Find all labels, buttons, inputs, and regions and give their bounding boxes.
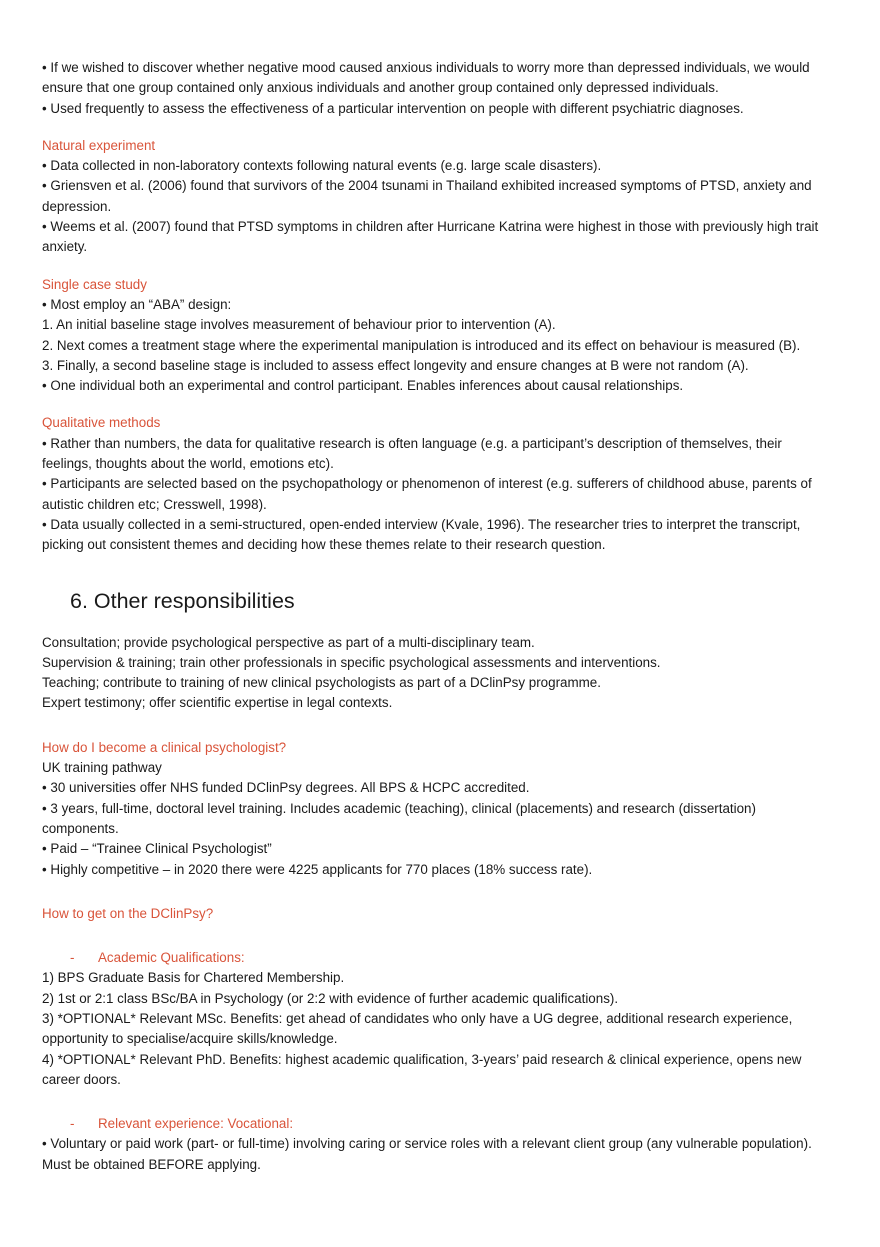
spacer (42, 258, 826, 275)
section-natural-experiment (42, 136, 826, 258)
heading-natural-experiment: Natural experiment (42, 137, 156, 153)
become-bullet-2: • 3 years, full-time, doctoral level training. Includes academic (teaching), clinical (placements) and research (dissertation) components. (42, 800, 756, 836)
spacer (42, 924, 826, 948)
academic-item-3: 3) *OPTIONAL* Relevant MSc. Benefits: get ahead of candidates who only have a UG degree, additional research experience, opportunity to specialise/acquire skills/knowledge. (42, 1010, 793, 1047)
heading-qualitative-methods: Qualitative methods (42, 415, 161, 431)
heading-become-clinical-psychologist: How do I become a clinical psychologist? (42, 739, 287, 755)
vocational-bullet-1: • Voluntary or paid work (part- or full-time) involving caring or service roles with a relevant client group (any vulnerable population). Must be obtained BEFORE applying. (42, 1136, 812, 1172)
section-single-case-study (42, 275, 826, 397)
experimental-bullet-1: • If we wished to discover whether negative mood caused anxious individuals to worry more than depressed individuals, we would ensure that one group contained only anxious individuals and another group contained only depressed individuals. (42, 60, 810, 96)
responsibility-line-3: Teaching; contribute to training of new clinical psychologists as part of a DClinPsy programme. (42, 675, 601, 691)
academic-item-1: 1) BPS Graduate Basis for Chartered Membership. (42, 970, 345, 986)
academic-item-4: 4) *OPTIONAL* Relevant PhD. Benefits: highest academic qualification, 3-years’ paid research & clinical experience, opens new career doors. (42, 1051, 802, 1087)
responsibility-line-1: Consultation; provide psychological perspective as part of a multi-disciplinary team. (42, 634, 535, 650)
relevant-experience-label (42, 1114, 826, 1134)
spacer (42, 1090, 826, 1114)
qualitative-bullet-3: • Data usually collected in a semi-structured, open-ended interview (Kvale, 1996). The researcher tries to interpret the transcript, picking out consistent themes and deciding how these themes relate to their research question. (42, 516, 801, 553)
heading-single-case-study: Single case study (42, 276, 147, 292)
academic-item-2: 2) 1st or 2:1 class BSc/BA in Psychology (or 2:2 with evidence of further academic qualifications). (42, 990, 619, 1006)
qualitative-bullet-2: • Participants are selected based on the psychopathology or phenomenon of interest (e.g. sufferers of childhood abuse, parents of autistic children etc; Cresswell, 1998). (42, 476, 812, 512)
section-experimental-tail (42, 58, 826, 119)
page-title: 6. Other responsibilities (70, 588, 295, 613)
dash-bullet-icon: - (70, 950, 75, 966)
single-case-step-2: 2. Next comes a treatment stage where the experimental manipulation is introduced and its effect on behaviour is measured (B). (42, 337, 801, 353)
natural-experiment-bullet-1: • Data collected in non-laboratory contexts following natural events (e.g. large scale disasters). (42, 158, 602, 174)
spacer (42, 616, 826, 633)
natural-experiment-bullet-3: • Weems et al. (2007) found that PTSD symptoms in children after Hurricane Katrina were highest in those with previously high trait anxiety. (42, 219, 819, 255)
spacer (42, 119, 826, 136)
dash-bullet-icon: - (70, 1116, 75, 1132)
single-case-bullet-2: • One individual both an experimental and control participant. Enables inferences about causal relationships. (42, 378, 684, 394)
section-other-responsibilities (42, 586, 826, 714)
single-case-bullet-1: • Most employ an “ABA” design: (42, 296, 232, 312)
spacer (42, 714, 826, 738)
uk-training-pathway-subheading: UK training pathway (42, 760, 162, 776)
qualitative-bullet-1: • Rather than numbers, the data for qualitative research is often language (e.g. a participant’s description of themselves, their feelings, thoughts about the world, emotions etc). (42, 435, 782, 472)
spacer (42, 880, 826, 904)
academic-qualifications-text: Academic Qualifications: (98, 950, 245, 966)
academic-qualifications-label (42, 948, 826, 968)
become-bullet-3: • Paid – “Trainee Clinical Psychologist” (42, 841, 272, 857)
responsibility-line-2: Supervision & training; train other professionals in specific psychological assessments and interventions. (42, 654, 661, 670)
heading-get-on-dclinpsy: How to get on the DClinPsy? (42, 905, 214, 921)
single-case-step-3: 3. Finally, a second baseline stage is included to assess effect longevity and ensure changes at B were not random (A). (42, 357, 749, 373)
spacer (42, 556, 826, 586)
section-qualitative-methods (42, 413, 826, 555)
single-case-step-1: 1. An initial baseline stage involves measurement of behaviour prior to intervention (A). (42, 317, 556, 333)
become-bullet-4: • Highly competitive – in 2020 there were 4225 applicants for 770 places (18% success rate). (42, 861, 593, 877)
spacer (42, 396, 826, 413)
section-get-on-dclinpsy (42, 904, 826, 1175)
experimental-bullet-2: • Used frequently to assess the effectiveness of a particular intervention on people with different psychiatric diagnoses. (42, 100, 744, 116)
responsibility-line-4: Expert testimony; offer scientific expertise in legal contexts. (42, 695, 393, 711)
become-bullet-1: • 30 universities offer NHS funded DClinPsy degrees. All BPS & HCPC accredited. (42, 780, 530, 796)
natural-experiment-bullet-2: • Griensven et al. (2006) found that survivors of the 2004 tsunami in Thailand exhibited increased symptoms of PTSD, anxiety and depression. (42, 178, 812, 214)
relevant-experience-text: Relevant experience: Vocational: (98, 1116, 294, 1132)
document-body (42, 58, 826, 1175)
section-become-clinical-psychologist (42, 738, 826, 880)
